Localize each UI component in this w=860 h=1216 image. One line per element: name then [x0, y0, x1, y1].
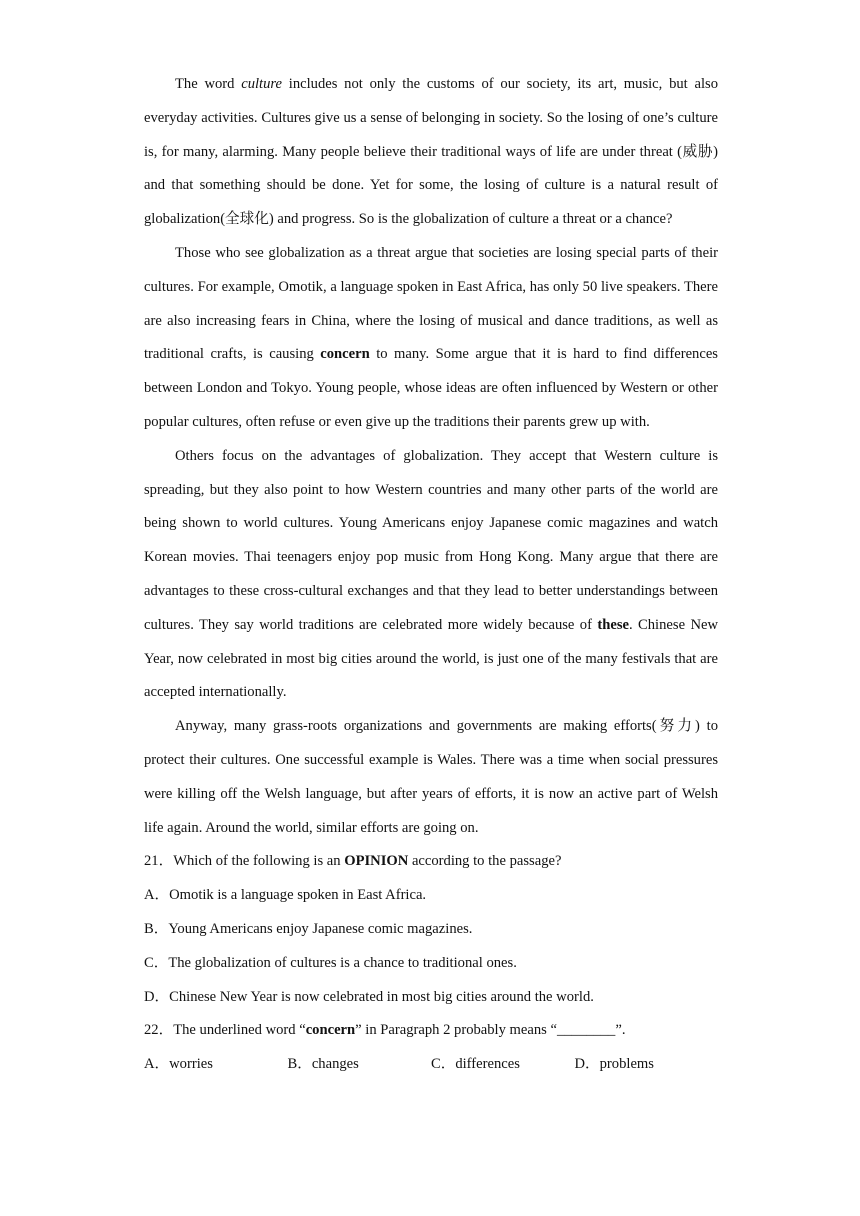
- q21-stem-pre: 21．Which of the following is an: [144, 853, 345, 870]
- q22-option-c: C．differences: [431, 1056, 520, 1073]
- q21-option-d: D．Chinese New Year is now celebrated in most big cities around the world.: [144, 988, 594, 1005]
- question-22: [144, 1014, 718, 1082]
- q22-stem-bold: concern: [305, 1022, 356, 1039]
- paragraph-1: [144, 68, 718, 237]
- q21-option-b: B．Young Americans enjoy Japanese comic magazines.: [144, 920, 473, 937]
- q21-option-a: A．Omotik is a language spoken in East Africa.: [144, 887, 427, 904]
- p4-text: Anyway, many grass-roots organizations and governments are making efforts(努力) to protect their cultures. One successful example is Wales. There was a time when social pressures were killing off the Welsh language, but after years of efforts, it is now an active part of Welsh life again. Around the world, similar efforts are going on.: [144, 718, 718, 836]
- paragraph-3: [144, 440, 718, 710]
- p2-text-a: Those who see globalization as a threat argue that societies are losing special parts of their cultures. For example, Omotik, a language spoken in East Africa, has only 50 live speakers. There are also increasing fears in China, where the losing of musical and dance traditions, as well as traditional crafts, is causing: [144, 244, 718, 363]
- q22-option-d: D．problems: [574, 1056, 654, 1073]
- p2-text-b: to many. Some argue that it is hard to find differences between London and Tokyo. Young people, whose ideas are often influenced by Western or other popular cultures, often refuse or even give up the traditions their parents grew up with.: [144, 346, 718, 430]
- q21-option-c: C．The globalization of cultures is a chance to traditional ones.: [144, 954, 517, 971]
- p1-text-b: includes not only the customs of our society, its art, music, but also everyday activities. Cultures give us a sense of belonging in society. So the losing of one’s culture is, for many, alarming. Many people believe their traditional ways of life are under threat (威胁) and that something should be done. Yet for some, the losing of culture is a natural result of globalization(全球化) and progress. So is the globalization of culture a threat or a chance?: [144, 76, 718, 228]
- document-page: [144, 68, 718, 1082]
- q22-stem: [144, 1014, 718, 1048]
- paragraph-2: [144, 237, 718, 440]
- q21-stem: [144, 845, 718, 879]
- p3-bold-these: these: [597, 616, 629, 633]
- paragraph-4: [144, 710, 718, 845]
- p1-text-a: The word: [175, 76, 242, 92]
- q22-stem-post: ” in Paragraph 2 probably means “________”.: [355, 1022, 626, 1039]
- p3-text-a: Others focus on the advantages of globalization. They accept that Western culture is spreading, but they also point to how Western countries and many other parts of the world are being shown to world cultures. Young Americans enjoy Japanese comic magazines and watch Korean movies. Thai teenagers enjoy pop music from Hong Kong. Many argue that there are advantages to these cross-cultural exchanges and that they lead to better understandings between cultures. They say world traditions are celebrated more widely because of: [144, 447, 718, 633]
- q22-option-b: B．changes: [287, 1056, 359, 1073]
- passage: [144, 68, 718, 845]
- q21-stem-post: according to the passage?: [408, 853, 562, 870]
- q22-options: [144, 1048, 718, 1082]
- p1-italic-culture: culture: [241, 76, 283, 92]
- q22-option-a: A．worries: [144, 1056, 213, 1073]
- p3-text-b: . Chinese New Year, now celebrated in most big cities around the world, is just one of the many festivals that are accepted internationally.: [144, 616, 718, 701]
- q22-stem-pre: 22．The underlined word “: [144, 1022, 306, 1039]
- question-21: [144, 845, 718, 1014]
- q21-stem-bold: OPINION: [344, 853, 409, 870]
- p2-bold-concern: concern: [320, 346, 370, 363]
